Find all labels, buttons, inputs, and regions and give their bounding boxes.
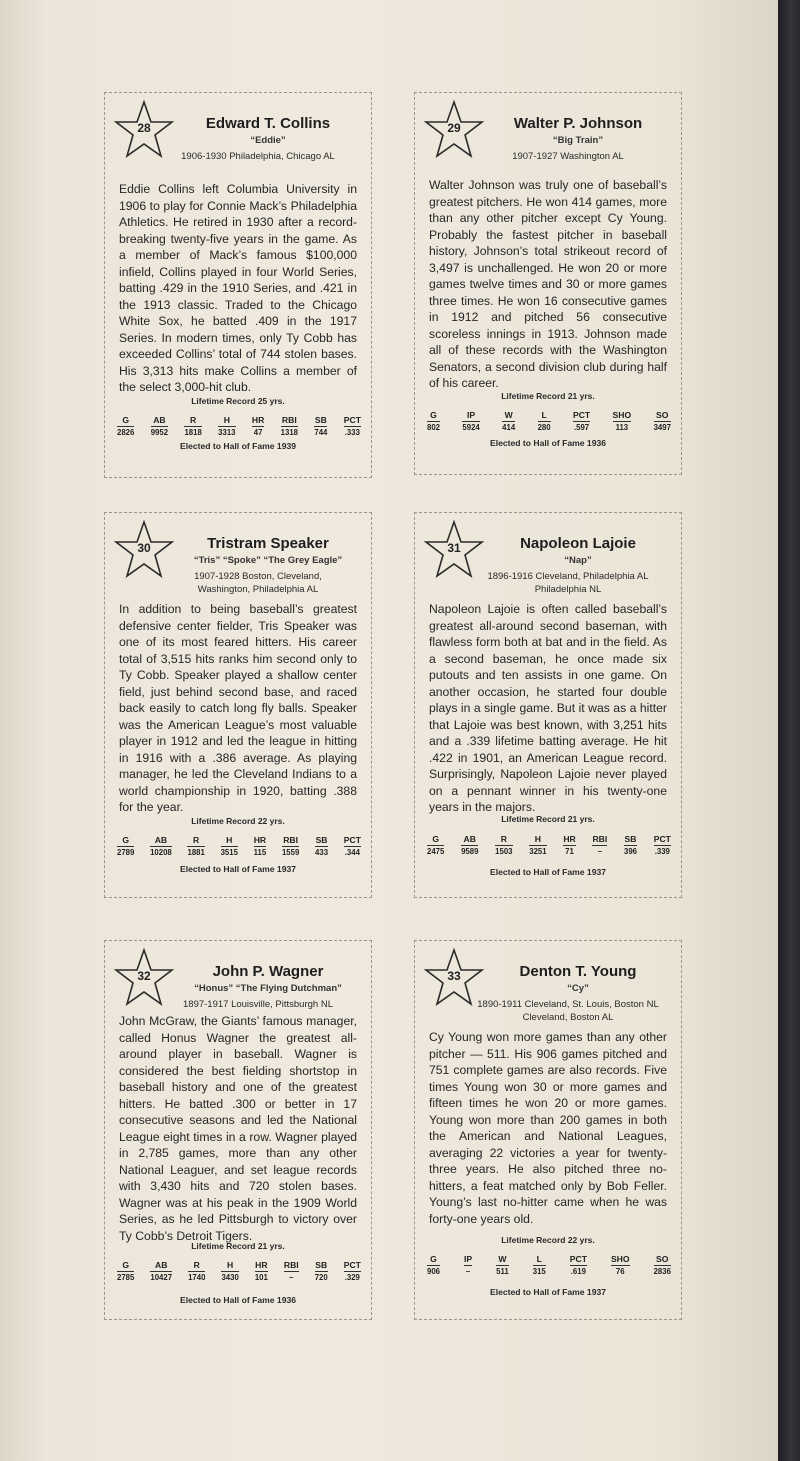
stat-column [592,834,607,856]
stat-value: 396 [623,847,637,856]
player-card [104,512,372,898]
stats-table [427,834,671,856]
stat-value: 2836 [653,1267,671,1276]
stat-value: 3313 [218,428,236,437]
stat-value: 2826 [117,428,135,437]
stat-header: SB [315,1260,328,1270]
stat-header: PCT [343,415,361,425]
player-name: Napoleon Lajoie [520,535,636,552]
stat-header: R [188,1260,205,1272]
player-card [414,92,682,475]
card-number: 33 [447,969,461,983]
stat-value: 3430 [221,1273,239,1282]
stat-header: G [117,1260,134,1272]
card-number: 32 [137,969,151,983]
lifetime-record-title: Lifetime Record 22 yrs. [191,816,285,826]
player-nickname: “Big Train” [552,135,604,146]
binding-edge [778,0,800,1461]
stat-column [221,1260,238,1282]
stat-column [117,415,134,437]
stat-column [315,1260,328,1282]
stat-header: L [538,410,551,422]
hall-of-fame-line: Elected to Hall of Fame 1937 [489,867,607,877]
career-years: 1906-1930 Philadelphia, Chicago AL [181,151,335,162]
stats-table [117,415,361,437]
player-card [414,940,682,1320]
stat-value: 1318 [280,428,299,437]
stats-table [117,1260,361,1282]
lifetime-record-title: Lifetime Record 21 yrs. [191,1241,285,1251]
stat-column [563,834,575,856]
player-nickname: “Tris” “Spoke” “The Grey Eagle” [193,555,343,566]
stat-value: .339 [654,847,670,856]
player-card [104,940,372,1320]
stat-value: 1559 [281,848,300,857]
player-nickname: “Eddie” [250,135,286,146]
stat-column [117,1260,134,1282]
stat-column [344,835,361,857]
stat-header: L [533,1254,546,1266]
stat-column [184,415,201,437]
stat-value: 71 [565,847,574,856]
stat-header: HR [255,1260,268,1270]
stat-column [187,835,204,857]
card-header [423,947,673,1027]
stat-value: 433 [315,848,329,857]
stat-header: HR [251,415,265,425]
stat-header: G [117,835,134,847]
stat-header: SHO [610,1254,630,1264]
stat-header: SO [654,1254,671,1266]
stat-column [573,410,590,432]
player-nickname: “Cy” [567,983,589,994]
stat-header: G [117,415,134,427]
stat-column [218,415,235,437]
career-years: 1907-1928 Boston, Cleveland, Washington, Philadelphia AL [194,571,322,595]
stat-column [252,415,264,437]
player-card [104,92,372,478]
stat-column [462,410,479,432]
stat-value: 10208 [150,848,172,857]
stat-header: SB [314,415,327,425]
stat-value: 5924 [462,423,480,432]
stat-value: 3497 [653,423,671,432]
stat-header: IP [464,1254,473,1264]
stat-header: SB [624,834,637,844]
hall-of-fame-line: Elected to Hall of Fame 1937 [489,1287,607,1297]
stat-header: SB [315,835,328,845]
stat-column [254,835,267,857]
stat-header: RBI [281,415,297,425]
player-bio: Napoleon Lajoie is often called baseball’s greatest all-around second baseman, with flawless form both at bat and in the field. As a second baseman, he once made six putouts and ten assists in one game. On another occasion, he started four double plays in a single game. But it was as a hitter that Lajoie was best known, with 3,251 hits and a .339 lifetime batting average. He hit .422 in 1901, an American League record. Surprisingly, Napoleon Lajoie never played on a pennant winner in his twenty-one years in the majors. [429,602,667,814]
stat-column [611,1254,630,1276]
stat-value: – [597,847,603,856]
stat-column [538,410,551,432]
stat-value: 10427 [150,1273,173,1282]
stat-value: 101 [254,1273,268,1282]
player-nickname: “Nap” [564,555,592,566]
stat-value: 802 [427,423,441,432]
hall-of-fame-line: Elected to Hall of Fame 1939 [179,441,297,451]
stat-value: 1503 [495,847,513,856]
stat-value: 720 [314,1273,328,1282]
stat-header: HR [253,835,267,845]
stat-column [427,834,444,856]
stat-header: AB [150,1260,172,1272]
stat-value: .619 [570,1267,586,1276]
stat-value: 744 [314,428,328,437]
hall-of-fame-line: Elected to Hall of Fame 1936 [489,438,607,448]
stat-column [533,1254,546,1276]
stat-header: H [221,835,238,847]
stat-column [151,415,168,437]
stats-table [117,835,361,857]
stat-column [221,835,238,857]
stat-column [496,1254,509,1276]
stat-header: AB [461,834,478,846]
stat-value: 511 [496,1267,509,1276]
career-years: 1897-1917 Louisville, Pittsburgh NL [183,999,333,1010]
stat-header: HR [563,834,576,844]
player-bio: Eddie Collins left Columbia University in 1906 to play for Connie Mack’s Philadelphia Athletics. He retired in 1930 after a record-breaking twenty-five years in the game. As a member of Mack’s famous $100,000 infield, Collins played in four World Series, batting .429 in the 1910 Series, and .421 in the 1913 classic. Traded to the Chicago White Sox, he batted .409 in the 1917 Series. In modern times, only Ty Cobb has exceeded Collins’ total of 744 stolen bases. His 3,313 hits make Collins a member of the select 3,000-hit club. [119,182,357,394]
stat-header: R [495,834,512,846]
stat-column [117,835,134,857]
stat-column [344,1260,361,1282]
card-number: 28 [137,121,151,135]
player-name: Denton T. Young [519,963,637,980]
stat-header: H [221,1260,238,1272]
card-number: 29 [447,121,461,135]
stat-header: SO [654,410,671,422]
card-header [113,519,363,599]
stat-header: PCT [569,1254,587,1264]
card-number: 30 [137,541,151,555]
player-bio: Walter Johnson was truly one of baseball’s greatest pitchers. He won 414 games, more than any other pitcher except Cy Young. Probably the fastest pitcher in baseball history, Johnson’s total strikeout record of 3,497 is unchallenged. He won 20 or more games twelve times and 30 or more games three times. He won 16 consecutive games in 1912 and pitched 56 consecutive scoreless innings in 1913. Johnson made all of these records with the Washington Senators, a second division club during half of his career. [429,178,667,390]
stat-value: 2785 [117,1273,135,1282]
stat-column [427,1254,440,1276]
stat-header: SHO [612,410,632,420]
stat-value: 1881 [187,848,205,857]
stats-table [427,410,671,432]
stat-column [613,410,632,432]
stat-value: 2475 [427,847,445,856]
stat-header: G [427,410,440,422]
stat-header: R [184,415,201,427]
stat-column [624,834,637,856]
stat-value: 47 [253,428,263,437]
stat-value: .597 [573,423,590,432]
stat-value: 280 [537,423,551,432]
stat-column [188,1260,205,1282]
player-bio: John McGraw, the Giants’ famous manager, called Honus Wagner the greatest all-around player in baseball. Wagner is considered the best fielding shortstop in baseball history and one of the greatest hitters. He batted .300 or better in 17 consecutive seasons and led the National League eight times in a row. Wagner played in 2,785 games, more than any other National Leaguer, and set league records with 3,430 hits and 720 stolen bases. Wagner was at his peak in the 1909 World Series, as he led Pittsburgh to victory over Ty Cobb’s Detroit Tigers. [119,1014,357,1243]
stat-value: 9952 [150,428,169,437]
stat-value: 115 [253,848,267,857]
stat-column [529,834,546,856]
player-bio: In addition to being baseball’s greatest defensive center fielder, Tris Speaker was one of its most feared hitters. His career total of 3,515 hits ranks him second only to Ty Cobb. Speaker played a shallow center field, just behind second base, and raced back easily to catch long fly balls. Speaker was the American League’s most valuable player in 1912 and led the league in hitting in 1916 with a .386 average. As playing manager, he led the Cleveland Indians to a world championship in 1920, batting .388 for the year. [119,602,357,814]
player-name: Edward T. Collins [205,115,331,132]
stat-column [344,415,361,437]
lifetime-record-title: Lifetime Record 22 yrs. [501,1235,595,1245]
stat-column [654,410,671,432]
stat-value: 2789 [117,848,135,857]
stat-header: H [529,834,546,846]
stat-value: 906 [427,1267,441,1276]
stat-header: G [427,1254,440,1266]
card-header [423,519,673,599]
stat-column [427,410,440,432]
stat-value: 113 [615,423,629,432]
stat-value: .333 [344,428,360,437]
player-nickname: “Honus” “The Flying Dutchman” [194,983,342,994]
stat-header: W [502,410,515,422]
player-name: John P. Wagner [212,963,324,980]
stat-header: RBI [592,834,608,844]
stat-value: 76 [615,1267,625,1276]
stat-header: PCT [343,835,361,845]
lifetime-record-title: Lifetime Record 25 yrs. [191,396,285,406]
stat-header: PCT [572,410,591,420]
lifetime-record-title: Lifetime Record 21 yrs. [501,814,595,824]
stat-header: IP [462,410,479,422]
stat-header: PCT [653,834,671,844]
card-number: 31 [447,541,461,555]
stat-value: – [465,1267,471,1276]
stat-column [654,834,671,856]
stat-column [495,834,512,856]
stat-value: 9589 [461,847,479,856]
career-years: 1890-1911 Cleveland, St. Louis, Boston NL Cleveland, Boston AL [477,999,659,1023]
hall-of-fame-line: Elected to Hall of Fame 1936 [179,1295,297,1305]
stat-column [502,410,515,432]
stat-column [282,835,299,857]
stat-header: W [496,1254,509,1266]
lifetime-record-title: Lifetime Record 21 yrs. [501,391,595,401]
stat-column [464,1254,472,1276]
stat-column [284,1260,299,1282]
stats-table [427,1254,671,1276]
hall-of-fame-line: Elected to Hall of Fame 1937 [179,864,297,874]
stat-value: .344 [344,848,360,857]
player-name: Tristram Speaker [207,535,329,552]
stat-value: 1818 [184,428,202,437]
stat-column [654,1254,671,1276]
stat-column [314,415,327,437]
player-name: Walter P. Johnson [513,115,643,132]
card-header [113,99,363,179]
stat-column [461,834,478,856]
stat-value: 3251 [529,847,547,856]
stat-value: 1740 [188,1273,206,1282]
player-bio: Cy Young won more games than any other pitcher — 511. His 906 games pitched and 751 complete games are also records. Five times Young won 30 or more games and fifteen times he won 20 or more games. Young won more than 200 games in both the American and National Leagues, averaging 22 victories a year for twenty-three years. He also pitched three no-hitters, a feat matched only by Bob Feller. Young’s last no-hitter came when he was forty-one years old. [429,1030,667,1226]
stat-column [281,415,298,437]
stat-column [255,1260,268,1282]
stat-header: RBI [283,1260,299,1270]
stat-column [570,1254,587,1276]
stat-value: .329 [344,1273,360,1282]
stat-header: PCT [343,1260,361,1270]
card-header [423,99,673,179]
career-years: 1907-1927 Washington AL [512,151,624,162]
stat-column [150,1260,172,1282]
stat-header: RBI [283,835,299,845]
stat-column [150,835,172,857]
career-years: 1896-1916 Cleveland, Philadelphia AL Philadelphia NL [487,571,649,595]
stat-header: H [218,415,235,427]
stat-header: R [187,835,204,847]
stat-column [315,835,328,857]
stat-value: 3515 [220,848,238,857]
stat-header: G [427,834,444,846]
player-card [414,512,682,898]
stat-value: – [289,1273,294,1282]
stat-header: AB [150,835,172,847]
stat-value: 414 [502,423,516,432]
stat-value: 315 [532,1267,546,1276]
stat-header: AB [151,415,168,427]
